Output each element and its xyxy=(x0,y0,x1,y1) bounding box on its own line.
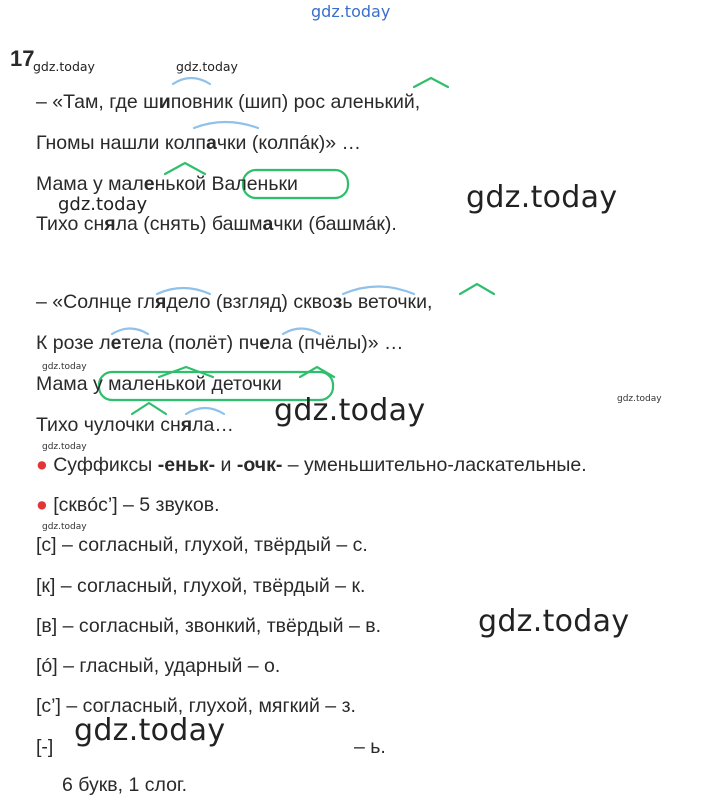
phonetic-line: [-] xyxy=(36,736,54,758)
ending-roof xyxy=(414,78,448,87)
poem-line: Гномы нашли колпачки (колпáк)» … xyxy=(36,132,362,154)
watermark-tiny: gdz.today xyxy=(42,522,87,532)
summary-line: 6 букв, 1 слог. xyxy=(62,774,188,796)
poem-line: Мама у маленькой Валеньки xyxy=(36,173,298,195)
watermark-large: gdz.today xyxy=(478,604,630,639)
watermark-tiny: gdz.today xyxy=(42,362,87,372)
ending-roof xyxy=(460,284,494,294)
header-watermark: gdz.today xyxy=(311,2,391,21)
phonetic-line: [с’] – согласный, глухой, мягкий – з. xyxy=(36,695,356,717)
bullet-icon: ● xyxy=(36,494,48,516)
watermark-tiny: gdz.today xyxy=(617,394,662,404)
watermark-tiny: gdz.today xyxy=(42,442,87,452)
poem-line: Тихо сняла (снять) башмачки (башмáк). xyxy=(36,213,397,235)
poem-line: Тихо чулочки сняла… xyxy=(36,414,234,436)
phonetic-line: [к] – согласный, глухой, твёрдый – к. xyxy=(36,575,366,597)
poem-line: – «Солнце глядело (взгляд) сквозь веточки, xyxy=(36,291,433,313)
watermark-small: gdz.today xyxy=(33,59,95,74)
root-arc xyxy=(173,78,210,84)
suffix-note: ● Суффиксы -еньк- и -очк- – уменьшительно-ласкательные. xyxy=(36,454,587,476)
poem-line: К розе летела (полёт) пчела (пчёлы)» … xyxy=(36,332,404,354)
phonetic-line: [в] – согласный, звонкий, твёрдый – в. xyxy=(36,615,381,637)
root-arc xyxy=(194,122,258,128)
watermark-large: gdz.today xyxy=(274,393,426,428)
watermark-medium: gdz.today xyxy=(58,194,148,215)
exercise-number: 17 xyxy=(10,46,35,71)
phonetic-line: [ó] – гласный, ударный – о. xyxy=(36,655,281,677)
phonetic-line-tail: – ь. xyxy=(354,736,386,758)
sounds-note: ● [сквóс’] – 5 звуков. xyxy=(36,494,220,516)
watermark-large: gdz.today xyxy=(74,713,226,748)
watermark-small: gdz.today xyxy=(176,59,238,74)
poem-line: – «Там, где шиповник (шип) рос аленький, xyxy=(36,91,421,113)
bullet-icon: ● xyxy=(36,454,48,476)
poem-line: Мама у маленькой деточки xyxy=(36,373,282,395)
watermark-large: gdz.today xyxy=(466,180,618,215)
phonetic-line: [с] – согласный, глухой, твёрдый – с. xyxy=(36,534,368,556)
